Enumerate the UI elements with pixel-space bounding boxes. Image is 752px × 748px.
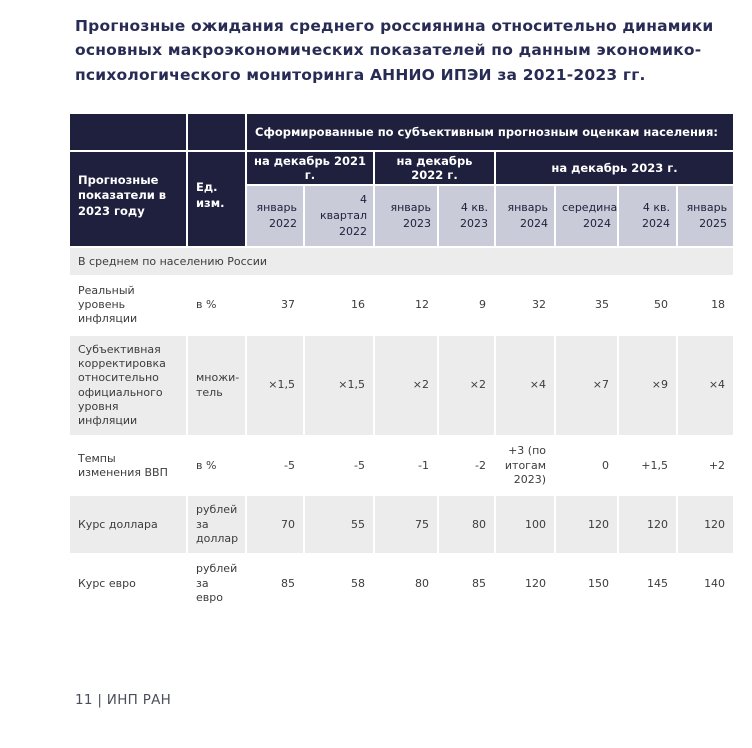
unit-cell: множи-тель [187, 335, 246, 437]
value-cell: 0 [555, 436, 618, 495]
value-cell: 16 [304, 276, 374, 335]
indicator-cell: Субъективная корректировка относительно официального уровня инфляции [69, 335, 187, 437]
forecast-table [68, 112, 735, 614]
value-cell: 32 [495, 276, 555, 335]
unit-cell: в % [187, 436, 246, 495]
value-cell: -5 [304, 436, 374, 495]
period-header: 4 кв. 2023 [438, 185, 495, 247]
value-cell: 120 [555, 495, 618, 554]
value-cell: -2 [438, 436, 495, 495]
value-cell: ×2 [438, 335, 495, 437]
indicator-cell: Реальный уровень инфляции [69, 276, 187, 335]
top-header: Сформированные по субъективным прогнозным оценкам населения: [246, 113, 734, 151]
period-header: 4 кв. 2024 [618, 185, 677, 247]
value-cell: 58 [304, 554, 374, 613]
value-cell: 85 [246, 554, 304, 613]
table-row-inflation-adjustment [69, 335, 734, 437]
page-title [75, 14, 725, 87]
value-cell: ×4 [495, 335, 555, 437]
value-cell: 150 [555, 554, 618, 613]
period-header: 4 квартал 2022 [304, 185, 374, 247]
value-cell: ×2 [374, 335, 438, 437]
value-cell: 85 [438, 554, 495, 613]
group-header-dec-2022: на декабрь 2022 г. [374, 151, 495, 185]
table-row-usd-rate [69, 495, 734, 554]
value-cell: 35 [555, 276, 618, 335]
unit-cell: в % [187, 276, 246, 335]
period-header: середина 2024 [555, 185, 618, 247]
header-row-groups [69, 151, 734, 185]
value-cell: 145 [618, 554, 677, 613]
title-line: основных макроэкономических показателей по данным экономико- [75, 41, 702, 60]
value-cell: 120 [677, 495, 734, 554]
value-cell: 120 [618, 495, 677, 554]
blank-unit-cell [187, 113, 246, 151]
unit-cell: рублей за доллар [187, 495, 246, 554]
value-cell: -5 [246, 436, 304, 495]
value-cell: 12 [374, 276, 438, 335]
table-row-gdp [69, 436, 734, 495]
header-row-top [69, 113, 734, 151]
section-row [69, 247, 734, 276]
corner-header: Прогнозные показатели в 2023 году [69, 151, 187, 247]
period-header: январь 2025 [677, 185, 734, 247]
period-header: январь 2024 [495, 185, 555, 247]
value-cell: 37 [246, 276, 304, 335]
indicator-cell: Курс доллара [69, 495, 187, 554]
value-cell: ×1,5 [246, 335, 304, 437]
value-cell: 50 [618, 276, 677, 335]
value-cell: 80 [374, 554, 438, 613]
unit-cell: рублей за евро [187, 554, 246, 613]
indicator-cell: Курс евро [69, 554, 187, 613]
period-header: январь 2023 [374, 185, 438, 247]
value-cell: ×9 [618, 335, 677, 437]
value-cell: 75 [374, 495, 438, 554]
indicator-cell: Темпы изменения ВВП [69, 436, 187, 495]
value-cell: 140 [677, 554, 734, 613]
value-cell: 9 [438, 276, 495, 335]
group-header-dec-2023: на декабрь 2023 г. [495, 151, 734, 185]
unit-header: Ед. изм. [187, 151, 246, 247]
section-row-label: В среднем по населению России [69, 247, 734, 276]
value-cell: +2 [677, 436, 734, 495]
value-cell: 70 [246, 495, 304, 554]
value-cell: +3 (по итогам 2023) [495, 436, 555, 495]
value-cell: 55 [304, 495, 374, 554]
title-line: Прогнозные ожидания среднего россиянина относительно динамики [75, 17, 714, 35]
value-cell: ×7 [555, 335, 618, 437]
value-cell: ×4 [677, 335, 734, 437]
value-cell: 100 [495, 495, 555, 554]
value-cell: 18 [677, 276, 734, 335]
value-cell: 120 [495, 554, 555, 613]
value-cell: +1,5 [618, 436, 677, 495]
value-cell: ×1,5 [304, 335, 374, 437]
value-cell: 80 [438, 495, 495, 554]
value-cell: -1 [374, 436, 438, 495]
blank-corner-cell [69, 113, 187, 151]
period-header: январь 2022 [246, 185, 304, 247]
table-row-eur-rate [69, 554, 734, 613]
page-footer: 11 | ИНП РАН [75, 692, 172, 708]
table-row-inflation [69, 276, 734, 335]
group-header-dec-2021: на декабрь 2021 г. [246, 151, 374, 185]
title-line: психологического мониторинга АННИО ИПЭИ за 2021-2023 гг. [75, 65, 646, 84]
